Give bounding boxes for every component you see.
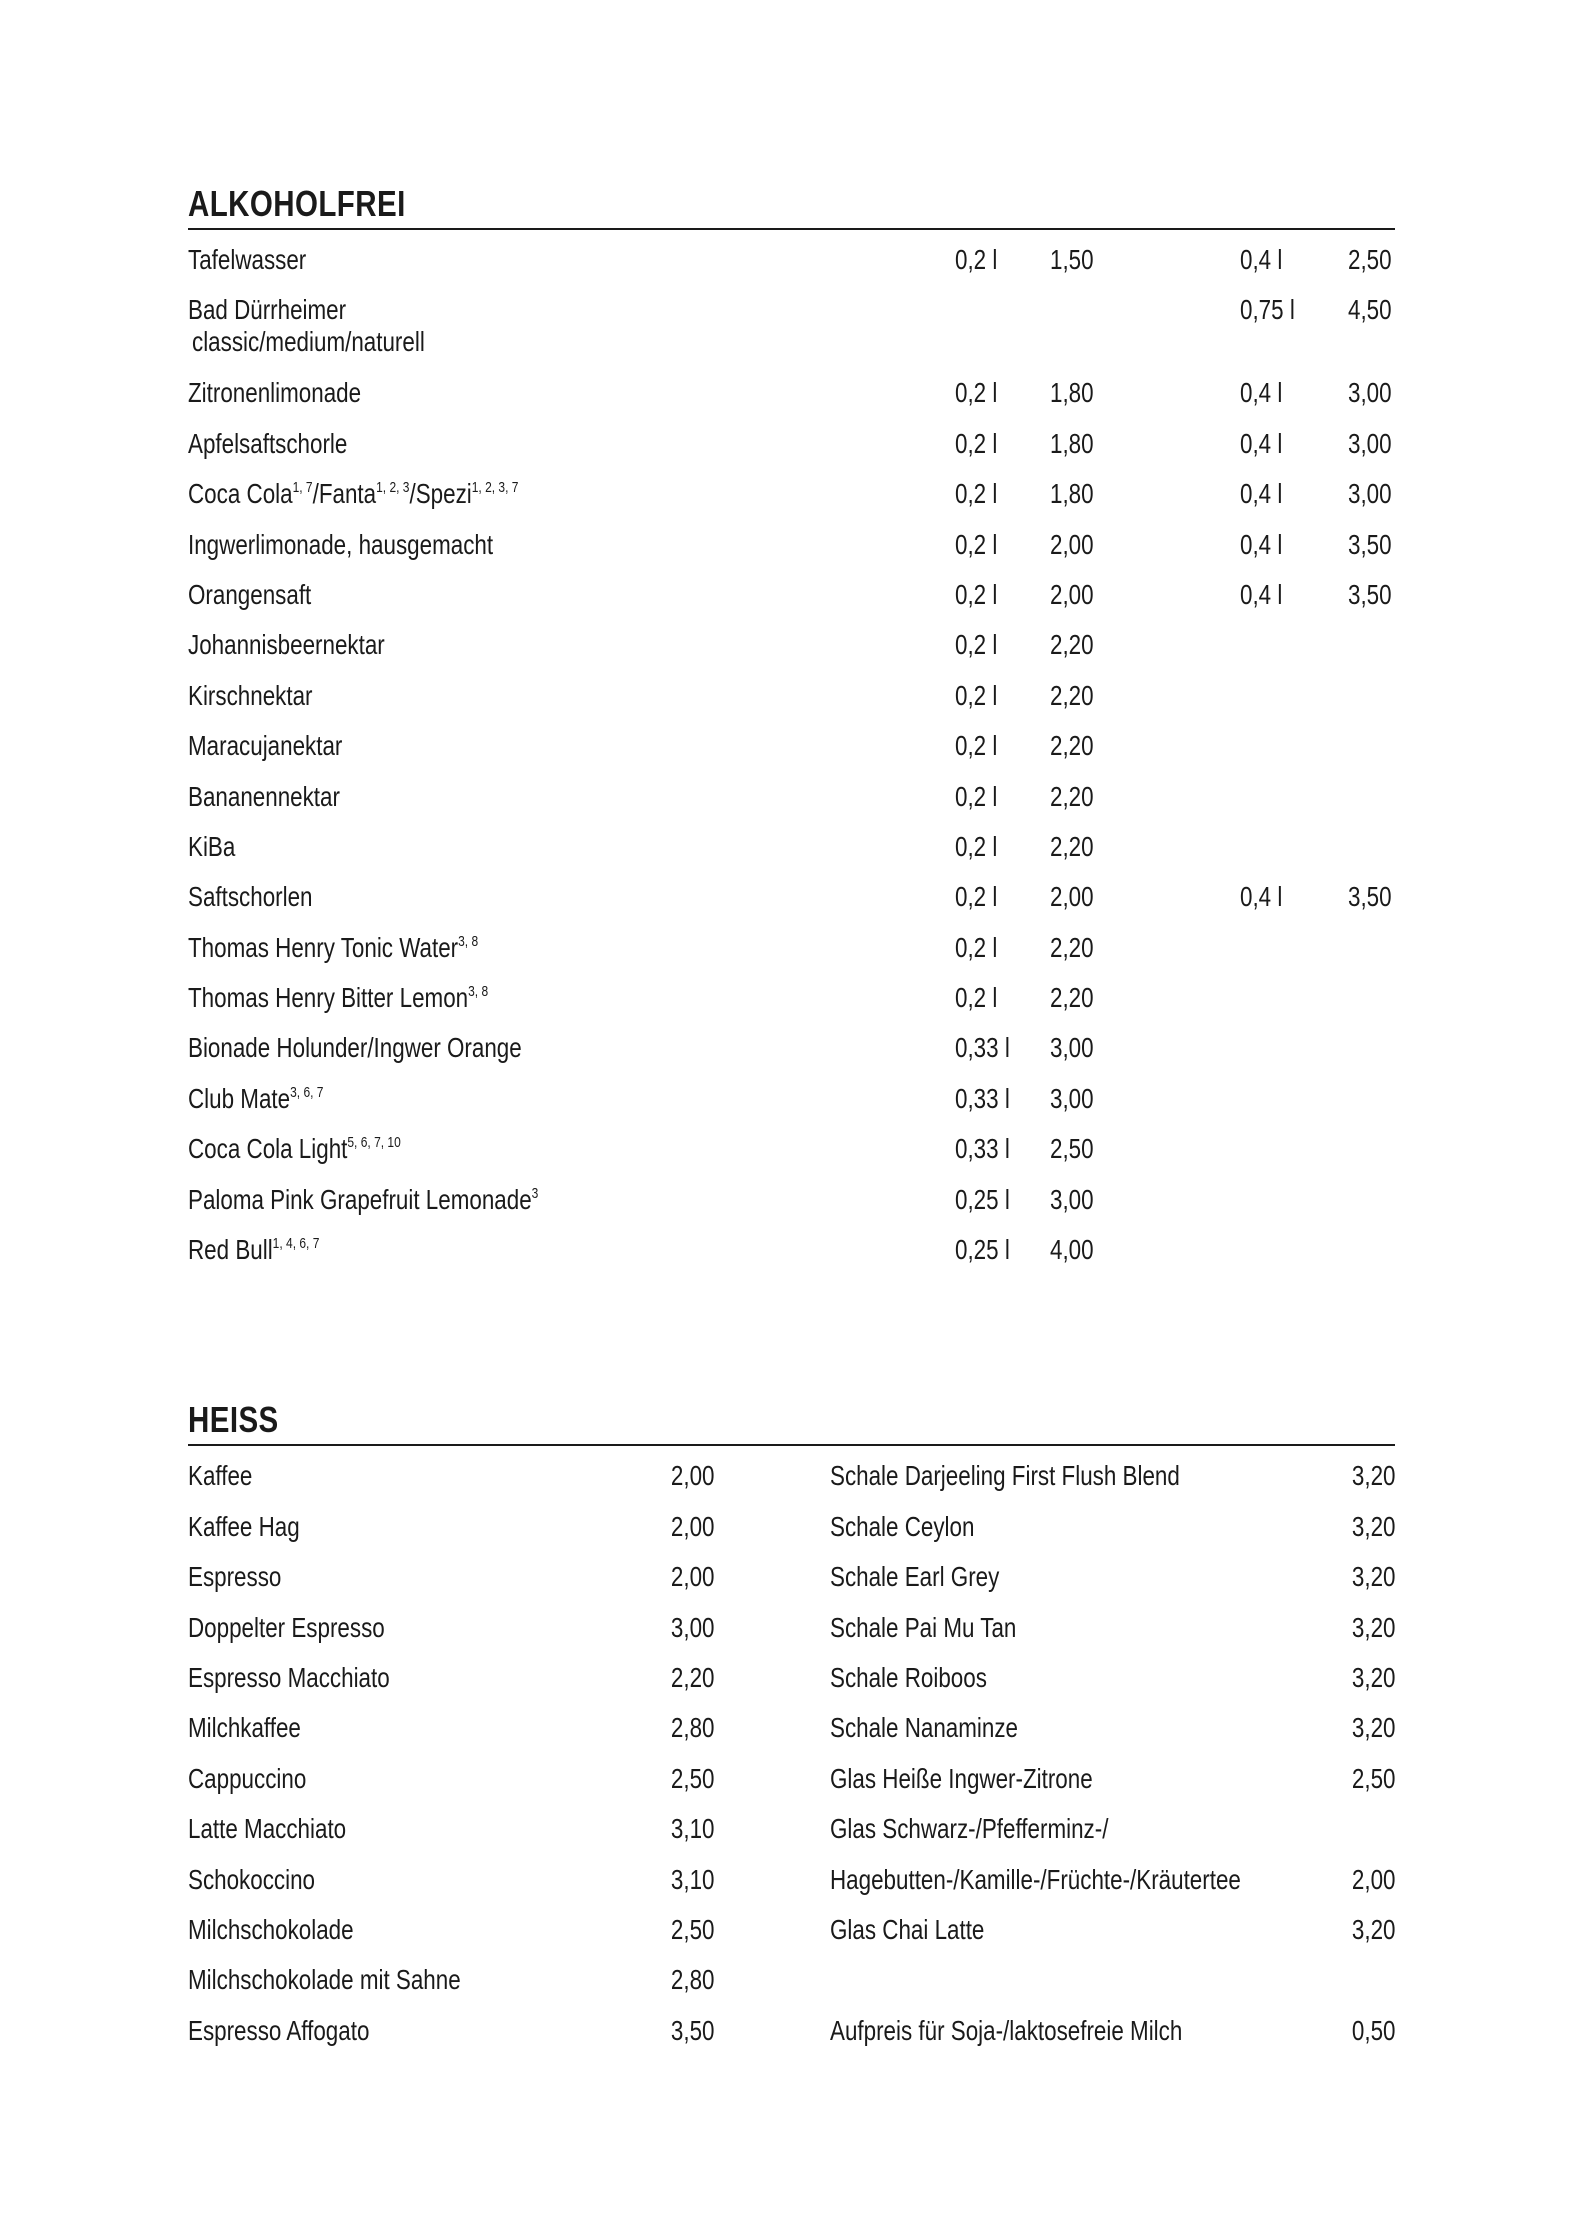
item-price: 2,00 xyxy=(670,1460,714,1492)
item-price-large: 3,50 xyxy=(1348,528,1392,560)
item-volume-large: 0,75 l xyxy=(1240,294,1295,326)
item-name-text: Paloma Pink Grapefruit Lemonade xyxy=(188,1183,532,1215)
item-name-text: Club Mate xyxy=(188,1082,291,1114)
allergen-note: 3, 6, 7 xyxy=(290,1083,324,1101)
item-name-text: /Spezi xyxy=(409,478,472,510)
menu-item-row xyxy=(188,377,1395,427)
menu-item-row xyxy=(188,1712,714,1762)
item-volume-small: 0,2 l xyxy=(955,780,998,812)
item-price: 3,20 xyxy=(1351,1561,1395,1593)
menu-item-row xyxy=(188,428,1395,478)
item-price-small: 1,80 xyxy=(1050,377,1094,409)
item-price: 3,20 xyxy=(1351,1611,1395,1643)
menu-item-row xyxy=(188,529,1395,579)
section-title-alkoholfrei: ALKOHOLFREI xyxy=(188,183,406,224)
item-name xyxy=(188,1083,323,1115)
item-volume-small: 0,2 l xyxy=(955,830,998,862)
item-volume-small: 0,2 l xyxy=(955,931,998,963)
menu-item-row xyxy=(188,781,1395,831)
item-name-text: Coca Cola xyxy=(188,478,293,510)
item-price-small: 2,20 xyxy=(1050,931,1094,963)
item-volume-large: 0,4 l xyxy=(1240,377,1283,409)
allergen-note: 5, 6, 7, 10 xyxy=(347,1134,401,1152)
menu-item-row xyxy=(830,1964,1395,2014)
menu-item-row xyxy=(830,1813,1395,1863)
item-volume-large: 0,4 l xyxy=(1240,578,1283,610)
item-name: Schokoccino xyxy=(188,1863,316,1895)
allergen-note: 1, 2, 3, 7 xyxy=(471,479,519,497)
menu-item-row xyxy=(830,1561,1395,1611)
item-name xyxy=(188,1032,522,1064)
section-divider xyxy=(188,228,1395,230)
item-price-small: 2,20 xyxy=(1050,679,1094,711)
item-price: 3,50 xyxy=(670,2014,714,2046)
menu-item-row xyxy=(830,2015,1395,2065)
menu-item-row xyxy=(188,1234,1395,1284)
item-volume-small: 0,25 l xyxy=(955,1183,1010,1215)
section-heiss xyxy=(188,1396,1395,2046)
item-name xyxy=(188,428,347,460)
item-name xyxy=(188,1234,319,1266)
item-price: 0,50 xyxy=(1351,2014,1395,2046)
menu-item-row xyxy=(830,1864,1395,1914)
item-volume-small: 0,33 l xyxy=(955,1133,1010,1165)
item-name: Glas Chai Latte xyxy=(830,1913,985,1945)
item-volume-large: 0,4 l xyxy=(1240,478,1283,510)
menu-item-row xyxy=(188,1460,714,1510)
item-volume-small: 0,2 l xyxy=(955,578,998,610)
item-name-text: Apfelsaftschorle xyxy=(188,427,348,459)
item-price: 3,20 xyxy=(1351,1510,1395,1542)
item-price: 2,00 xyxy=(670,1561,714,1593)
item-price-large: 3,00 xyxy=(1348,427,1392,459)
item-name: Schale Darjeeling First Flush Blend xyxy=(830,1460,1180,1492)
allergen-note: 1, 2, 3 xyxy=(376,479,410,497)
item-volume-small: 0,2 l xyxy=(955,679,998,711)
item-name: Schale Earl Grey xyxy=(830,1561,1000,1593)
menu-item-row xyxy=(188,1083,1395,1133)
item-price-large: 3,50 xyxy=(1348,881,1392,913)
item-name xyxy=(188,881,313,913)
item-price-small: 3,00 xyxy=(1050,1032,1094,1064)
alkoholfrei-list xyxy=(188,244,1395,1284)
item-name: Glas Schwarz-/Pfefferminz-/ xyxy=(830,1813,1109,1845)
item-volume-small: 0,25 l xyxy=(955,1234,1010,1266)
menu-item-row xyxy=(188,629,1395,679)
item-name xyxy=(188,831,235,863)
item-name-text: Bananennektar xyxy=(188,780,340,812)
menu-item-row xyxy=(188,932,1395,982)
item-price: 2,80 xyxy=(670,1712,714,1744)
menu-item-row xyxy=(830,1612,1395,1662)
item-price-small: 1,80 xyxy=(1050,478,1094,510)
menu-item-row xyxy=(188,680,1395,730)
section-divider xyxy=(188,1444,1395,1446)
item-name xyxy=(188,377,361,409)
item-volume-small: 0,33 l xyxy=(955,1032,1010,1064)
item-name: Schale Nanaminze xyxy=(830,1712,1019,1744)
section-title-heiss: HEISS xyxy=(188,1399,279,1441)
item-price: 2,80 xyxy=(670,1964,714,1996)
item-name xyxy=(188,629,385,661)
item-price-large: 2,50 xyxy=(1348,244,1392,275)
menu-item-row xyxy=(188,1964,714,2014)
item-name-variants: classic/medium/naturell xyxy=(192,326,425,358)
item-price-small: 2,20 xyxy=(1050,730,1094,762)
menu-item-row xyxy=(188,1133,1395,1183)
item-volume-small: 0,2 l xyxy=(955,427,998,459)
item-price-small: 2,20 xyxy=(1050,830,1094,862)
item-name-text: Zitronenlimonade xyxy=(188,377,362,409)
item-volume-small: 0,2 l xyxy=(955,629,998,661)
allergen-note: 3 xyxy=(531,1184,539,1202)
item-price-small: 3,00 xyxy=(1050,1183,1094,1215)
item-price-small: 2,20 xyxy=(1050,629,1094,661)
item-price-large: 3,00 xyxy=(1348,377,1392,409)
item-price: 2,00 xyxy=(670,1510,714,1542)
item-price: 3,20 xyxy=(1351,1913,1395,1945)
menu-item-row xyxy=(188,1813,714,1863)
item-name: Espresso Affogato xyxy=(188,2014,370,2046)
menu-item-row xyxy=(188,294,1395,377)
item-name: Kaffee xyxy=(188,1460,253,1492)
item-volume-small: 0,2 l xyxy=(955,244,998,275)
item-name: Doppelter Espresso xyxy=(188,1611,385,1643)
item-name: Latte Macchiato xyxy=(188,1813,347,1845)
item-price: 2,50 xyxy=(670,1762,714,1794)
menu-item-row xyxy=(188,1511,714,1561)
item-name xyxy=(188,244,306,276)
item-price: 3,00 xyxy=(670,1611,714,1643)
item-price-large: 3,00 xyxy=(1348,478,1392,510)
item-name-text: Bionade Holunder/Ingwer Orange xyxy=(188,1032,522,1064)
allergen-note: 1, 4, 6, 7 xyxy=(272,1235,320,1253)
menu-item-row xyxy=(188,1914,714,1964)
item-price: 2,50 xyxy=(1351,1762,1395,1794)
item-name-text: KiBa xyxy=(188,830,236,862)
menu-item-row xyxy=(188,1184,1395,1234)
item-name-text: Bad Dürrheimer xyxy=(188,294,347,326)
item-price: 3,10 xyxy=(670,1813,714,1845)
item-name xyxy=(188,294,425,358)
item-volume-small: 0,2 l xyxy=(955,478,998,510)
item-name-text: Kirschnektar xyxy=(188,679,313,711)
item-name-text: Orangensaft xyxy=(188,578,312,610)
menu-item-row xyxy=(188,1662,714,1712)
item-price-small: 1,50 xyxy=(1050,244,1094,275)
item-price-small: 2,00 xyxy=(1050,528,1094,560)
menu-item-row xyxy=(830,1511,1395,1561)
item-price: 3,20 xyxy=(1351,1712,1395,1744)
menu-item-row xyxy=(188,2015,714,2065)
item-name: Espresso Macchiato xyxy=(188,1661,390,1693)
item-name: Milchschokolade xyxy=(188,1913,354,1945)
item-name-text: Coca Cola Light xyxy=(188,1133,348,1165)
allergen-note: 1, 7 xyxy=(292,479,313,497)
menu-item-row xyxy=(188,244,1395,294)
item-name-text: /Fanta xyxy=(312,478,377,510)
item-name-text: Ingwerlimonade, hausgemacht xyxy=(188,528,494,560)
item-name: Schale Pai Mu Tan xyxy=(830,1611,1017,1643)
item-name: Schale Ceylon xyxy=(830,1510,975,1542)
item-name xyxy=(188,529,493,561)
menu-item-row xyxy=(188,579,1395,629)
menu-item-row xyxy=(830,1712,1395,1762)
item-price-large: 3,50 xyxy=(1348,578,1392,610)
allergen-note: 3, 8 xyxy=(458,932,479,950)
item-name xyxy=(188,982,488,1014)
item-price: 2,00 xyxy=(1351,1863,1395,1895)
item-volume-small: 0,33 l xyxy=(955,1082,1010,1114)
item-name xyxy=(188,781,340,813)
item-name: Cappuccino xyxy=(188,1762,307,1794)
item-price: 3,20 xyxy=(1351,1460,1395,1492)
item-name-text: Tafelwasser xyxy=(188,244,307,275)
item-price-small: 4,00 xyxy=(1050,1234,1094,1266)
menu-item-row xyxy=(830,1914,1395,1964)
item-volume-small: 0,2 l xyxy=(955,982,998,1014)
item-name: Milchschokolade mit Sahne xyxy=(188,1964,461,1996)
item-name-text: Red Bull xyxy=(188,1234,273,1266)
item-name: Aufpreis für Soja-/laktosefreie Milch xyxy=(830,2014,1183,2046)
menu-item-row xyxy=(830,1662,1395,1712)
menu-item-row xyxy=(188,478,1395,528)
item-name xyxy=(188,680,313,712)
item-name: Milchkaffee xyxy=(188,1712,301,1744)
menu-item-row xyxy=(830,1460,1395,1510)
item-price-small: 2,00 xyxy=(1050,578,1094,610)
item-name-text: Johannisbeernektar xyxy=(188,629,385,661)
item-volume-small: 0,2 l xyxy=(955,377,998,409)
item-price: 3,10 xyxy=(670,1863,714,1895)
section-alkoholfrei xyxy=(188,180,1395,1284)
item-volume-small: 0,2 l xyxy=(955,881,998,913)
item-name: Espresso xyxy=(188,1561,282,1593)
item-name xyxy=(188,478,518,510)
item-name: Kaffee Hag xyxy=(188,1510,300,1542)
item-volume-large: 0,4 l xyxy=(1240,881,1283,913)
menu-item-row xyxy=(188,1763,714,1813)
item-price: 3,20 xyxy=(1351,1661,1395,1693)
item-price-small: 3,00 xyxy=(1050,1082,1094,1114)
item-price-large: 4,50 xyxy=(1348,294,1392,326)
menu-item-row xyxy=(188,730,1395,780)
item-name xyxy=(188,932,478,964)
item-name: Hagebutten-/Kamille-/Früchte-/Kräutertee xyxy=(830,1863,1241,1895)
item-name-text: Thomas Henry Bitter Lemon xyxy=(188,982,469,1014)
item-name xyxy=(188,579,311,611)
menu-page xyxy=(188,180,1395,2046)
item-name-text: Thomas Henry Tonic Water xyxy=(188,931,459,963)
menu-item-row xyxy=(188,1612,714,1662)
allergen-note: 3, 8 xyxy=(468,983,489,1001)
section-gap xyxy=(188,1284,1395,1396)
item-volume-large: 0,4 l xyxy=(1240,244,1283,275)
menu-item-row xyxy=(188,1032,1395,1082)
item-name xyxy=(188,730,342,762)
menu-item-row xyxy=(188,1561,714,1611)
menu-item-row xyxy=(830,1763,1395,1813)
item-price-small: 2,50 xyxy=(1050,1133,1094,1165)
item-name-text: Maracujanektar xyxy=(188,730,343,762)
item-name: Schale Roiboos xyxy=(830,1661,987,1693)
menu-item-row xyxy=(188,982,1395,1032)
item-price-small: 1,80 xyxy=(1050,427,1094,459)
item-price-small: 2,00 xyxy=(1050,881,1094,913)
menu-item-row xyxy=(188,1864,714,1914)
item-price-small: 2,20 xyxy=(1050,780,1094,812)
item-name xyxy=(188,1133,401,1165)
heiss-column-tea xyxy=(830,1460,1395,2065)
item-volume-small: 0,2 l xyxy=(955,528,998,560)
item-volume-large: 0,4 l xyxy=(1240,427,1283,459)
menu-item-row xyxy=(188,881,1395,931)
item-name-text: Saftschorlen xyxy=(188,881,313,913)
item-volume-small: 0,2 l xyxy=(955,730,998,762)
heiss-column-coffee xyxy=(188,1460,714,2065)
menu-item-row xyxy=(188,831,1395,881)
item-name: Glas Heiße Ingwer-Zitrone xyxy=(830,1762,1093,1794)
item-price: 2,20 xyxy=(670,1661,714,1693)
item-price: 2,50 xyxy=(670,1913,714,1945)
item-name xyxy=(188,1184,538,1216)
item-price-small: 2,20 xyxy=(1050,982,1094,1014)
item-volume-large: 0,4 l xyxy=(1240,528,1283,560)
